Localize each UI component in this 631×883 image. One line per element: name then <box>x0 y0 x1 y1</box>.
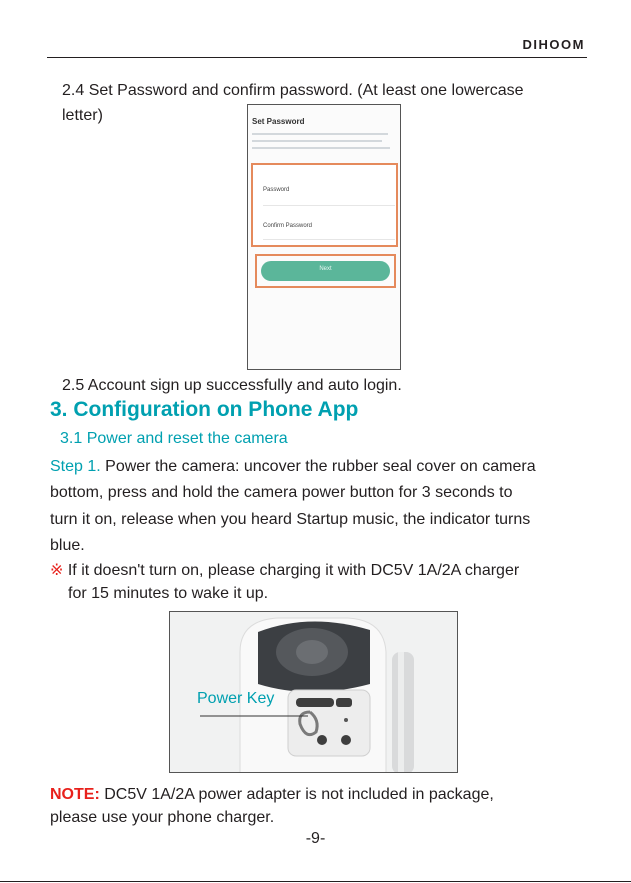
next-button-label: Next <box>319 266 332 272</box>
section-subheading: 3.1 Power and reset the camera <box>60 430 288 447</box>
charge-note-text: If it doesn't turn on, please charging it with DC5V 1A/2A charger <box>67 562 520 579</box>
charge-note-line2: for 15 minutes to wake it up. <box>68 585 269 602</box>
indicator-light <box>344 718 348 722</box>
footer-divider <box>0 881 631 882</box>
step1-label: Step 1. <box>50 458 101 475</box>
camera-lens-center <box>296 640 328 664</box>
next-button <box>261 261 390 281</box>
confirm-field-underline <box>263 239 395 240</box>
next-button-highlight <box>255 254 396 288</box>
step1-line1 <box>50 455 536 479</box>
password-field-underline <box>263 205 395 206</box>
phone-screen-title: Set Password <box>252 117 305 126</box>
header-divider <box>47 57 587 58</box>
section-heading: 3. Configuration on Phone App <box>50 398 359 421</box>
page-number: -9- <box>305 830 326 847</box>
note-line1 <box>50 783 494 807</box>
note-text: DC5V 1A/2A power adapter is not included in package, <box>99 786 494 803</box>
confirm-password-field-label: Confirm Password <box>263 223 313 229</box>
note-label: NOTE: <box>50 786 100 803</box>
usb-port <box>336 698 352 707</box>
power-key-label: Power Key <box>197 690 275 707</box>
power-button <box>296 698 334 707</box>
phone-desc-line <box>252 133 388 135</box>
note-symbol: ※ <box>50 562 64 579</box>
password-field-label: Password <box>263 187 290 193</box>
step1-line2: bottom, press and hold the camera power button for 3 seconds to <box>50 484 513 501</box>
password-fields-box <box>251 163 398 247</box>
step-2-5: 2.5 Account sign up successfully and auto login. <box>62 377 402 394</box>
charge-note-line1 <box>50 559 519 583</box>
phone-screenshot <box>247 104 401 370</box>
step-2-4-line2: letter) <box>62 107 103 124</box>
step-2-4-line1: 2.4 Set Password and confirm password. (At least one lowercase <box>62 82 524 99</box>
step1-text: Power the camera: uncover the rubber seal cover on camera <box>100 458 536 475</box>
antenna-highlight <box>398 652 404 773</box>
note-line2: please use your phone charger. <box>50 809 275 826</box>
step1-line4: blue. <box>50 537 85 554</box>
phone-desc-line <box>252 147 390 149</box>
mic-hole <box>341 735 351 745</box>
reset-hole <box>317 735 327 745</box>
step1-line3: turn it on, release when you heard Startup music, the indicator turns <box>50 511 531 528</box>
phone-desc-line <box>252 140 382 142</box>
brand-logo: DIHOOM <box>522 37 585 52</box>
